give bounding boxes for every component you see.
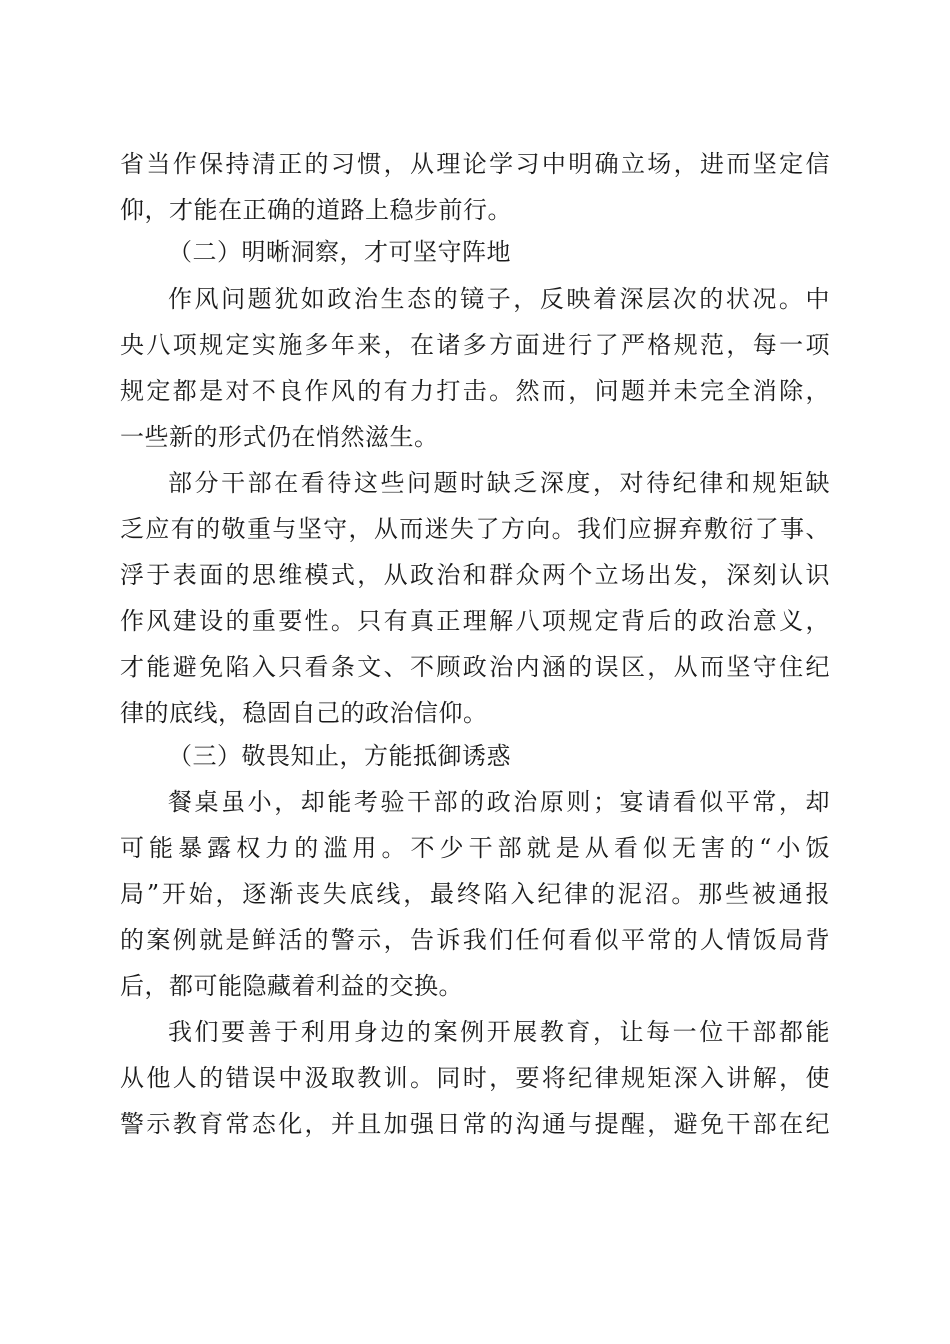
text-line: 局”开始，逐渐丧失底线，最终陷入纪律的泥沼。那些被通报 xyxy=(120,880,830,908)
text-line: 警示教育常态化，并且加强日常的沟通与提醒，避免干部在纪 xyxy=(120,1110,830,1138)
text-line: 一些新的形式仍在悄然滋生。 xyxy=(120,423,439,451)
section-heading: （三）敬畏知止，方能抵御诱惑 xyxy=(168,742,511,770)
text-line: 乏应有的敬重与坚守，从而迷失了方向。我们应摒弃敷衍了事、 xyxy=(120,515,830,543)
section-heading: （二）明晰洞察，才可坚守阵地 xyxy=(168,238,511,266)
text-line: 我们要善于利用身边的案例开展教育，让每一位干部都能 xyxy=(168,1018,830,1046)
text-line: 仰，才能在正确的道路上稳步前行。 xyxy=(120,196,512,224)
text-line: 作风建设的重要性。只有真正理解八项规定背后的政治意义， xyxy=(120,607,830,635)
text-line: 的案例就是鲜活的警示，告诉我们任何看似平常的人情饭局背 xyxy=(120,926,830,954)
text-line: 央八项规定实施多年来，在诸多方面进行了严格规范，每一项 xyxy=(120,331,830,359)
text-line: 才能避免陷入只看条文、不顾政治内涵的误区，从而坚守住纪 xyxy=(120,653,830,681)
text-line: 部分干部在看待这些问题时缺乏深度，对待纪律和规矩缺 xyxy=(168,469,830,497)
text-line: 律的底线，稳固自己的政治信仰。 xyxy=(120,699,488,727)
text-line: 后，都可能隐藏着利益的交换。 xyxy=(120,972,463,1000)
text-line: 餐桌虽小，却能考验干部的政治原则；宴请看似平常，却 xyxy=(168,788,830,816)
text-line: 浮于表面的思维模式，从政治和群众两个立场出发，深刻认识 xyxy=(120,561,830,589)
text-line: 省当作保持清正的习惯，从理论学习中明确立场，进而坚定信 xyxy=(120,150,830,178)
text-line: 可能暴露权力的滥用。不少干部就是从看似无害的“小饭 xyxy=(120,834,830,862)
text-line: 作风问题犹如政治生态的镜子，反映着深层次的状况。中 xyxy=(168,285,830,313)
text-line: 规定都是对不良作风的有力打击。然而，问题并未完全消除， xyxy=(120,377,830,405)
text-line: 从他人的错误中汲取教训。同时，要将纪律规矩深入讲解，使 xyxy=(120,1064,830,1092)
